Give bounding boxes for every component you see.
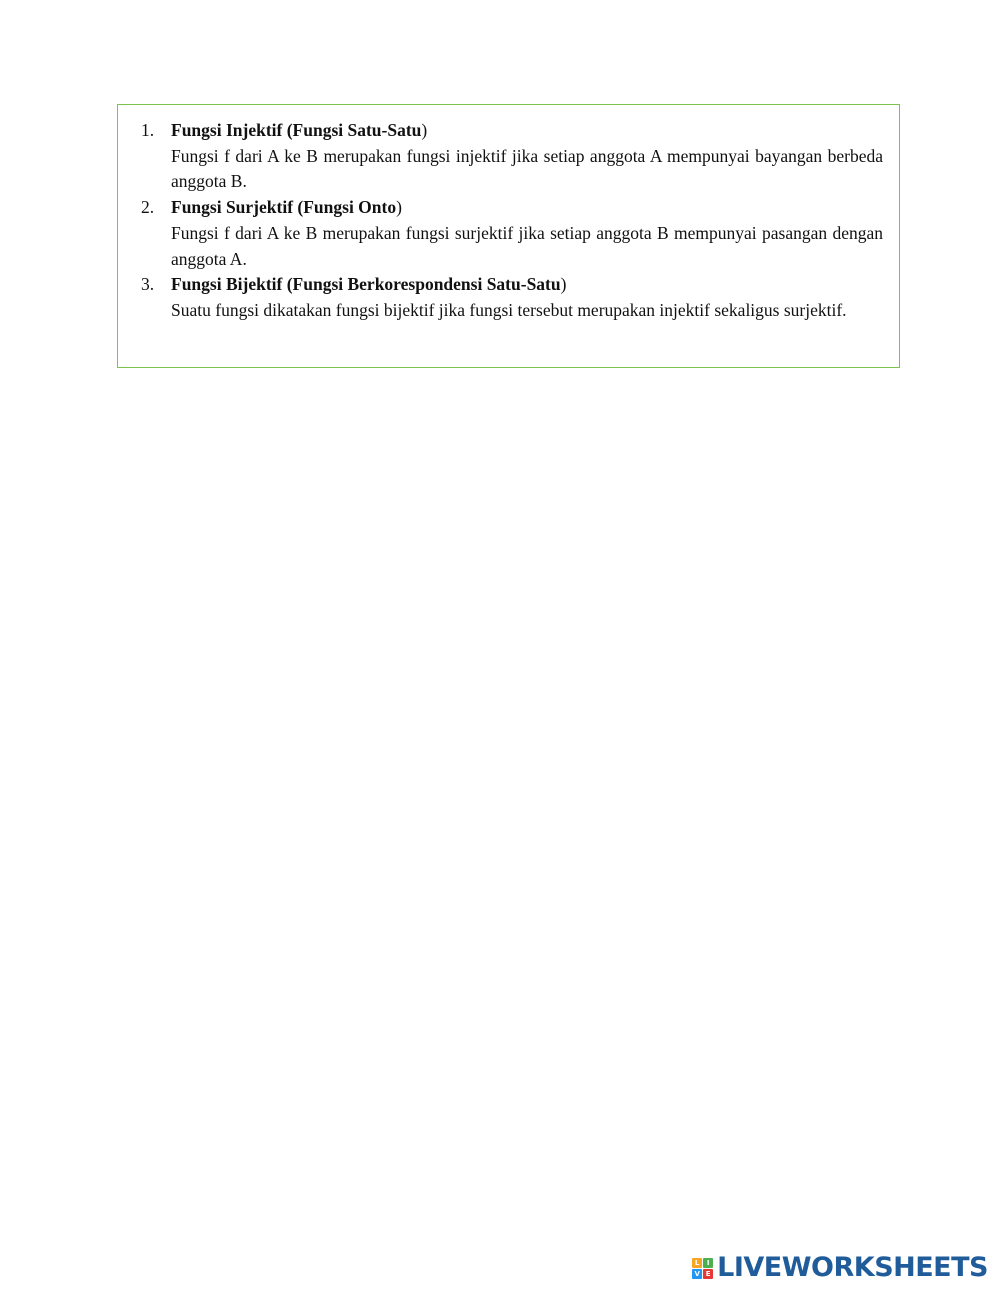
item-description: Fungsi f dari A ke B merupakan fungsi injektif jika setiap anggota A mempunyai bayangan berbeda anggota B. — [171, 145, 883, 192]
list-number: 3. — [141, 274, 155, 295]
function-types-list — [141, 118, 883, 324]
list-number: 2. — [141, 197, 155, 218]
logo-mark-letter: E — [703, 1269, 713, 1279]
list-number: 1. — [141, 120, 155, 140]
item-title — [171, 118, 883, 144]
item-title — [171, 195, 883, 221]
item-description: Suatu fungsi dikatakan fungsi bijektif jika fungsi tersebut merupakan injektif sekaligus surjektif. — [171, 299, 847, 320]
item-title — [171, 272, 883, 298]
list-item-surjektif — [141, 195, 883, 272]
liveworksheets-logo[interactable] — [692, 1254, 988, 1282]
item-title-close: ) — [396, 197, 402, 218]
item-title-text: Fungsi Surjektif (Fungsi Onto — [171, 197, 397, 218]
logo-text: LIVEWORKSHEETS — [717, 1252, 988, 1283]
item-title-text: Fungsi Bijektif (Fungsi Berkorespondensi Satu-Satu — [171, 274, 561, 295]
item-title-close: ) — [560, 274, 567, 295]
item-title-close: ) — [421, 120, 428, 140]
logo-mark-letter: V — [692, 1269, 702, 1279]
liveworksheets-logo-icon — [692, 1258, 713, 1279]
definition-box — [117, 104, 900, 368]
list-item-bijektif — [141, 272, 883, 323]
logo-mark-letter: L — [692, 1258, 702, 1268]
item-description: Fungsi f dari A ke B merupakan fungsi surjektif jika setiap anggota B mempunyai pasangan dengan anggota A. — [171, 222, 883, 269]
list-item-injektif — [141, 118, 883, 195]
logo-mark-letter: I — [703, 1258, 713, 1268]
item-title-text: Fungsi Injektif (Fungsi Satu-Satu — [171, 120, 422, 140]
